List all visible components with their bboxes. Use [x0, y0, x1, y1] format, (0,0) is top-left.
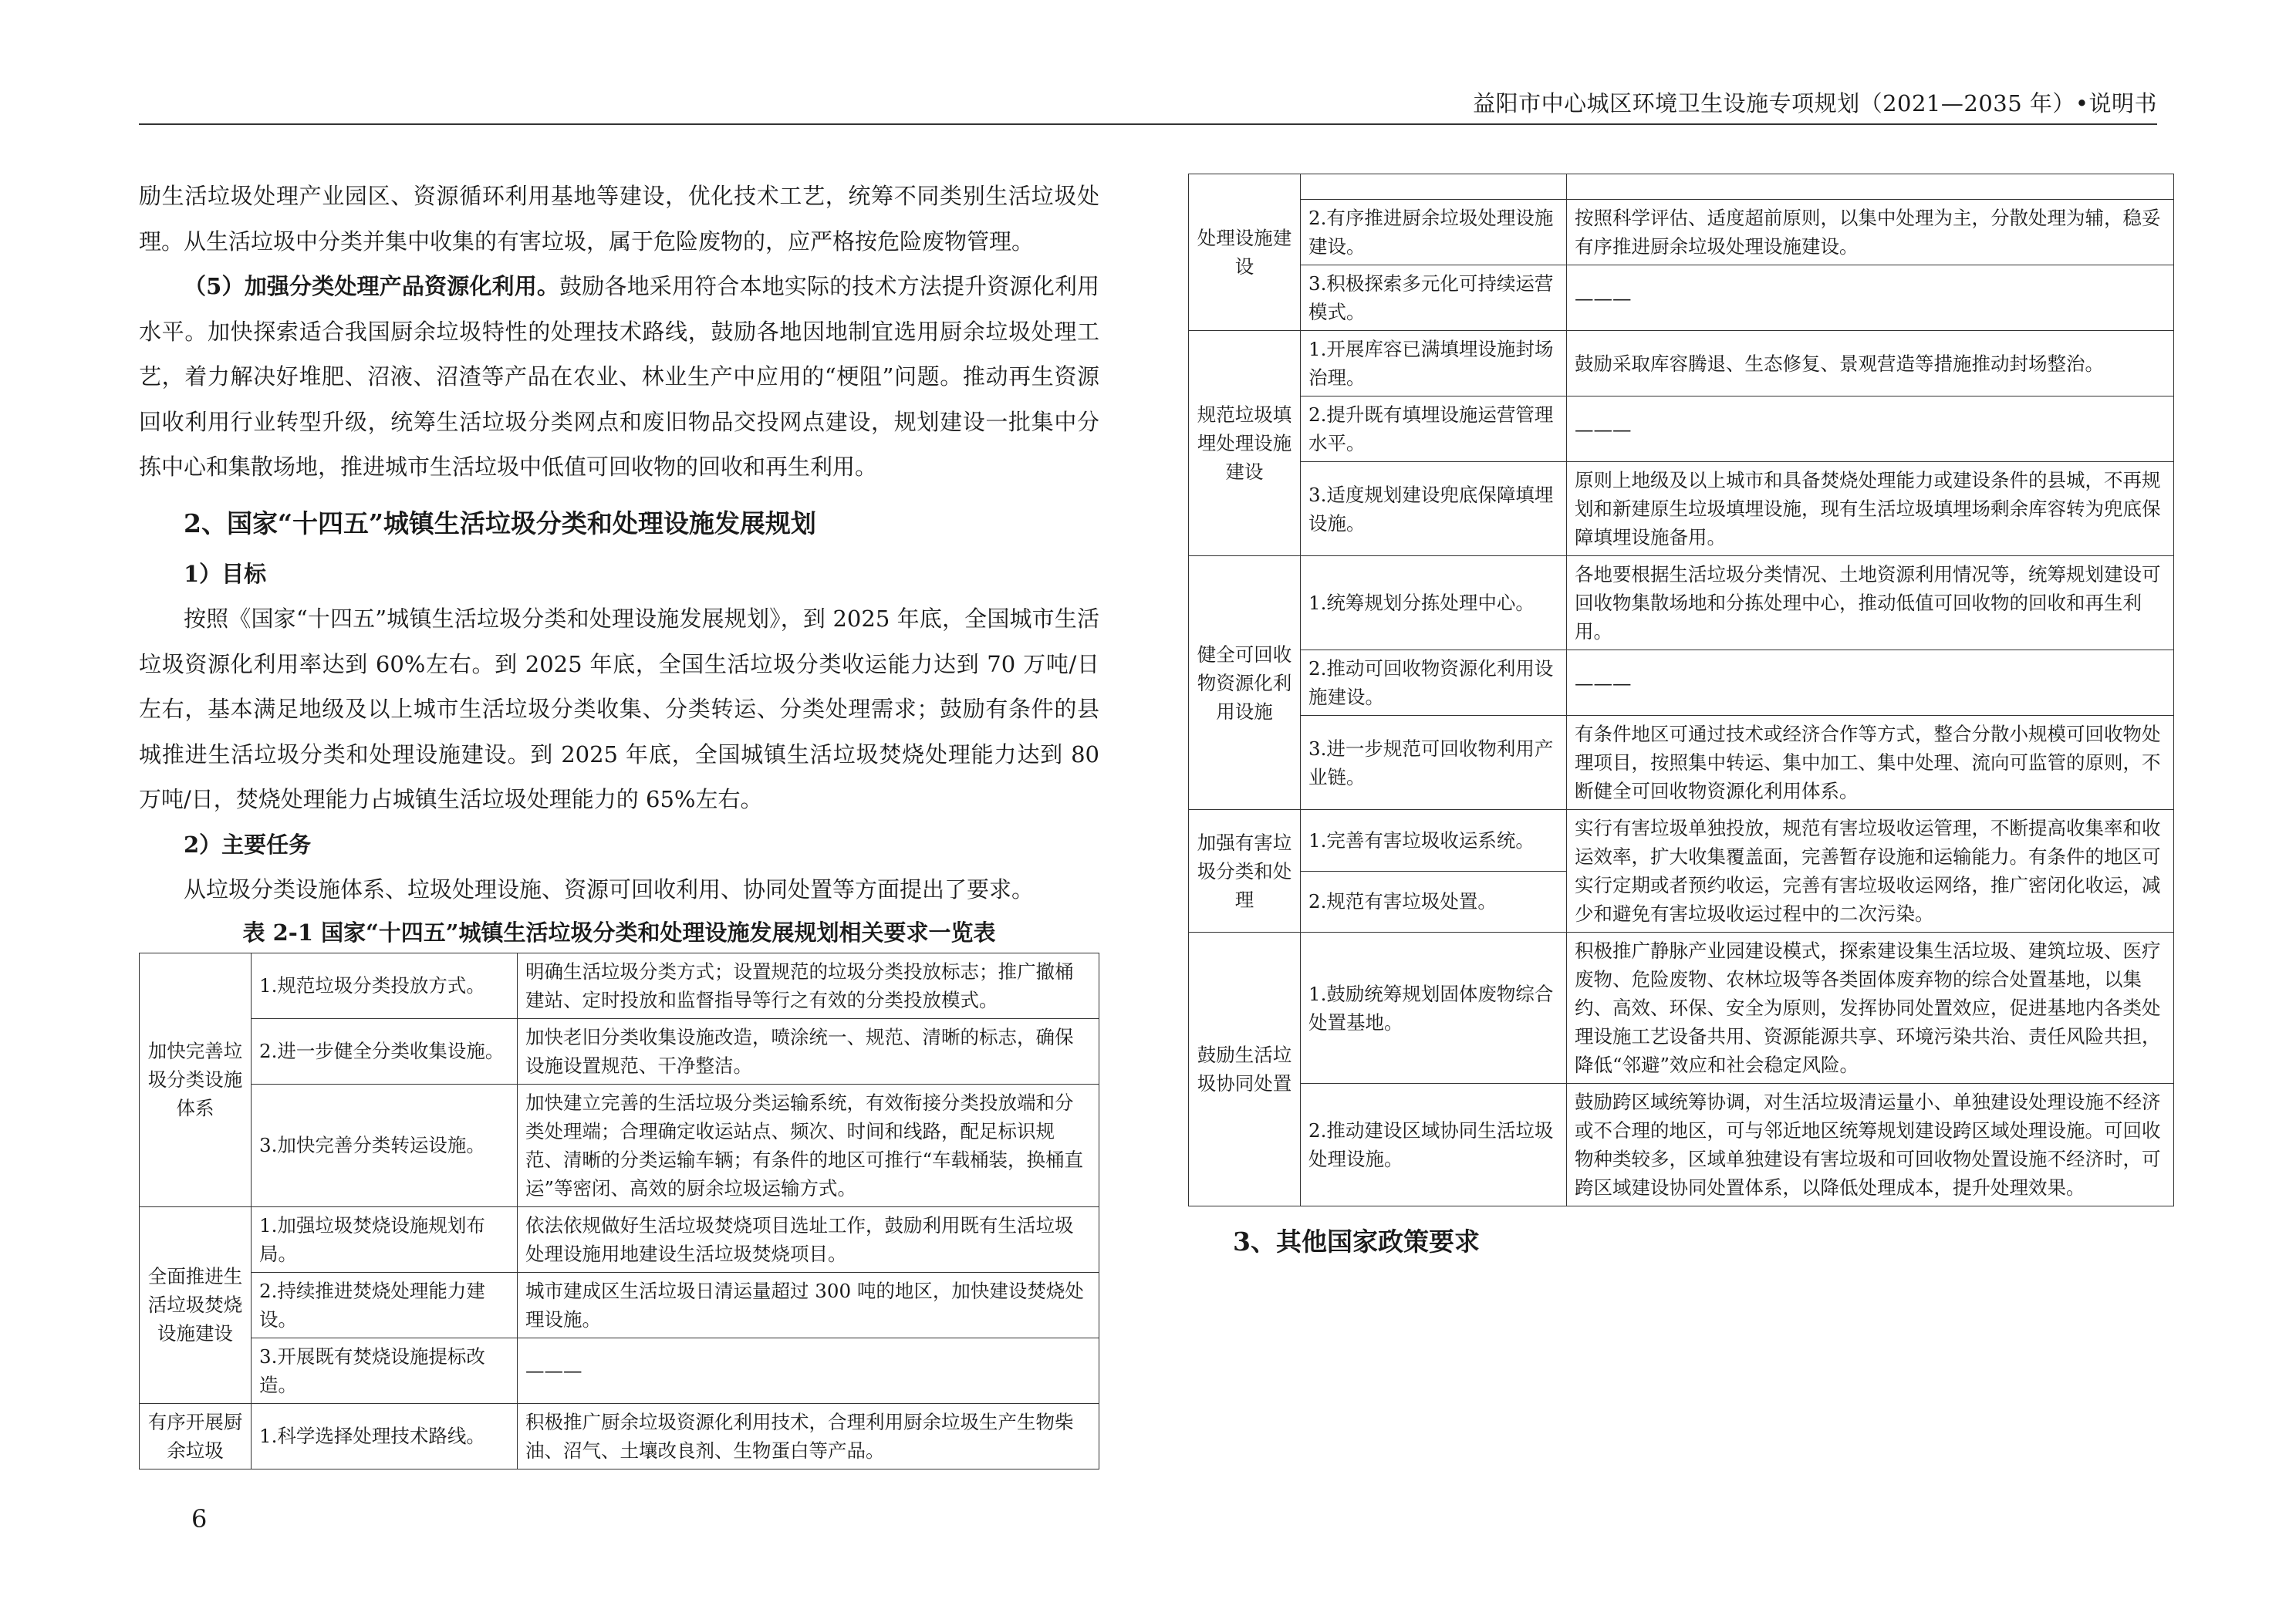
right-column	[1188, 174, 2174, 1270]
table-row	[140, 1084, 1099, 1206]
table-row	[1189, 265, 2174, 331]
category-cell: 处理设施建设	[1189, 174, 1301, 331]
requirement-cell: 积极推广静脉产业园建设模式，探索建设集生活垃圾、建筑垃圾、医疗废物、危险废物、农林垃圾等各类固体废弃物的综合处置基地，以集约、高效、环保、安全为原则，发挥协同处置效应，促进基地内各类处理设施工艺设备共用、资源能源共享、环境污染共治、责任风险共担，降低“邻避”效应和社会稳定风险。	[1567, 933, 2174, 1084]
section-3-title: 3、其他国家政策要求	[1233, 1227, 1480, 1257]
requirement-cell: ———	[1567, 650, 2174, 716]
category-cell: 全面推进生活垃圾焚烧设施建设	[140, 1206, 252, 1403]
requirement-cell: 原则上地级及以上城市和具备焚烧处理能力或建设条件的县城，不再规划和新建原生垃圾填埋设施，现有生活垃圾填埋场剩余库容转为兜底保障填埋设施备用。	[1567, 462, 2174, 556]
requirement-cell: ———	[1567, 265, 2174, 331]
category-cell: 规范垃圾填埋处理设施建设	[1189, 331, 1301, 556]
table-row	[140, 1338, 1099, 1403]
table-row	[140, 1206, 1099, 1272]
requirement-cell: 加快老旧分类收集设施改造，喷涂统一、规范、清晰的标志，确保设施设置规范、干净整洁。	[518, 1018, 1099, 1084]
table-row	[1189, 462, 2174, 556]
task-cell	[1301, 174, 1567, 200]
requirement-cell: 鼓励跨区域统筹协调，对生活垃圾清运量小、单独建设处理设施不经济或不合理的地区，可与邻近地区统筹规划建设跨区域处理设施。可回收物种类较多，区域单独建设有害垃圾和可回收物处置设施不经济时，可跨区域建设协同处置体系，以降低处理成本，提升处理效果。	[1567, 1084, 2174, 1206]
requirement-cell: 鼓励采取库容腾退、生态修复、景观营造等措施推动封场整治。	[1567, 331, 2174, 396]
table-row	[1189, 1084, 2174, 1206]
requirement-cell: 明确生活垃圾分类方式；设置规范的垃圾分类投放标志；推广撤桶建站、定时投放和监督指导等行之有效的分类投放模式。	[518, 953, 1099, 1018]
paragraph-2-body: 鼓励各地采用符合本地实际的技术方法提升资源化利用水平。加快探索适合我国厨余垃圾特性的处理技术路线，鼓励各地因地制宜选用厨余垃圾处理工艺，着力解决好堆肥、沼液、沼渣等产品在农业、林业生产中应用的“梗阻”问题。推动再生资源回收利用行业转型升级，统筹生活垃圾分类网点和废旧物品交投网点建设，规划建设一批集中分拣中心和集散场地，推进城市生活垃圾中低值可回收物的回收和再生利用。	[139, 273, 1099, 480]
category-cell: 加强有害垃圾分类和处理	[1189, 810, 1301, 933]
table-row	[1189, 716, 2174, 810]
table-row	[140, 1403, 1099, 1469]
requirement-cell: ———	[1567, 396, 2174, 462]
category-cell: 加快完善垃圾分类设施体系	[140, 953, 252, 1206]
table-row	[1189, 810, 2174, 872]
task-cell: 3.进一步规范可回收物利用产业链。	[1301, 716, 1567, 810]
task-cell: 2.提升既有填埋设施运营管理水平。	[1301, 396, 1567, 462]
task-cell: 2.持续推进焚烧处理能力建设。	[252, 1272, 518, 1338]
task-cell: 2.推动可回收物资源化利用设施建设。	[1301, 650, 1567, 716]
requirement-cell: ———	[518, 1338, 1099, 1403]
task-cell: 1.鼓励统筹规划固体废物综合处置基地。	[1301, 933, 1567, 1084]
task-cell: 1.科学选择处理技术路线。	[252, 1403, 518, 1469]
task-cell: 2.有序推进厨余垃圾处理设施建设。	[1301, 200, 1567, 265]
paragraph-2-heading: （5）加强分类处理产品资源化利用。	[184, 273, 560, 299]
document-header-title: 益阳市中心城区环境卫生设施专项规划（2021—2035 年）•说明书	[1473, 90, 2157, 116]
paragraph-1: 励生活垃圾处理产业园区、资源循环利用基地等建设，优化技术工艺，统筹不同类别生活垃圾处理。从生活垃圾中分类并集中收集的有害垃圾，属于危险废物的，应严格按危险废物管理。	[139, 183, 1099, 255]
table-row	[140, 1018, 1099, 1084]
header-divider	[139, 123, 2157, 125]
requirement-cell: 加快建立完善的生活垃圾分类运输系统，有效衔接分类投放端和分类处理端；合理确定收运站点、频次、时间和线路，配足标识规范、清晰的分类运输车辆；有条件的地区可推行“车载桶装，换桶直运”等密闭、高效的厨余垃圾运输方式。	[518, 1084, 1099, 1206]
task-cell: 3.适度规划建设兜底保障填埋设施。	[1301, 462, 1567, 556]
task-cell: 1.加强垃圾焚烧设施规划布局。	[252, 1206, 518, 1272]
requirements-table-left	[139, 953, 1099, 1469]
task-cell: 1.规范垃圾分类投放方式。	[252, 953, 518, 1018]
requirement-cell: 按照科学评估、适度超前原则，以集中处理为主，分散处理为辅，稳妥有序推进厨余垃圾处理设施建设。	[1567, 200, 2174, 265]
left-column	[139, 174, 1099, 1469]
table-row	[1189, 331, 2174, 396]
task-cell: 1.开展库容已满填埋设施封场治理。	[1301, 331, 1567, 396]
task-cell: 1.统筹规划分拣处理中心。	[1301, 556, 1567, 650]
paragraph-2	[139, 264, 1099, 490]
table-row	[1189, 174, 2174, 200]
table-row	[1189, 200, 2174, 265]
task-cell: 3.积极探索多元化可持续运营模式。	[1301, 265, 1567, 331]
table-row	[140, 1272, 1099, 1338]
requirement-cell: 有条件地区可通过技术或经济合作等方式，整合分散小规模可回收物处理项目，按照集中转运、集中加工、集中处理、流向可监管的原则，不断健全可回收物资源化利用体系。	[1567, 716, 2174, 810]
section-2-title: 2、国家“十四五”城镇生活垃圾分类和处理设施发展规划	[184, 508, 816, 538]
requirement-cell	[1567, 174, 2174, 200]
subsection-tasks-title: 2）主要任务	[184, 831, 312, 858]
table-row	[1189, 933, 2174, 1084]
task-cell: 2.规范有害垃圾处置。	[1301, 871, 1567, 933]
table-row	[140, 953, 1099, 1018]
requirement-cell: 实行有害垃圾单独投放，规范有害垃圾收运管理，不断提高收集率和收运效率，扩大收集覆盖面，完善暂存设施和运输能力。有条件的地区可实行定期或者预约收运，完善有害垃圾收运网络，推广密闭化收运，减少和避免有害垃圾收运过程中的二次污染。	[1567, 810, 2174, 933]
requirement-cell: 城市建成区生活垃圾日清运量超过 300 吨的地区，加快建设焚烧处理设施。	[518, 1272, 1099, 1338]
paragraph-goals: 按照《国家“十四五”城镇生活垃圾分类和处理设施发展规划》，到 2025 年底，全国城市生活垃圾资源化利用率达到 60%左右。到 2025 年底，全国生活垃圾分类收运能力达到 70 万吨/日左右，基本满足地级及以上城市生活垃圾分类收集、分类转运、分类处理需求；鼓励有条件的县城推进生活垃圾分类和处理设施建设。到 2025 年底，全国城镇生活垃圾焚烧处理能力达到 80 万吨/日，焚烧处理能力占城镇生活垃圾处理能力的 65%左右。	[139, 606, 1099, 812]
category-cell: 健全可回收物资源化利用设施	[1189, 556, 1301, 810]
table-row	[1189, 556, 2174, 650]
table-row	[1189, 396, 2174, 462]
requirement-cell: 各地要根据生活垃圾分类情况、土地资源利用情况等，统筹规划建设可回收物集散场地和分拣处理中心，推动低值可回收物的回收和再生利用。	[1567, 556, 2174, 650]
table-caption: 表 2-1 国家“十四五”城镇生活垃圾分类和处理设施发展规划相关要求一览表	[242, 919, 996, 946]
task-cell: 3.开展既有焚烧设施提标改造。	[252, 1338, 518, 1403]
task-cell: 1.完善有害垃圾收运系统。	[1301, 810, 1567, 872]
task-cell: 3.加快完善分类转运设施。	[252, 1084, 518, 1206]
task-cell: 2.推动建设区域协同生活垃圾处理设施。	[1301, 1084, 1567, 1206]
requirement-cell: 积极推广厨余垃圾资源化利用技术，合理利用厨余垃圾生产生物柴油、沼气、土壤改良剂、生物蛋白等产品。	[518, 1403, 1099, 1469]
category-cell: 有序开展厨余垃圾	[140, 1403, 252, 1469]
subsection-goals-title: 1）目标	[184, 560, 267, 587]
paragraph-tasks: 从垃圾分类设施体系、垃圾处理设施、资源可回收利用、协同处置等方面提出了要求。	[184, 876, 1035, 903]
requirements-table-right	[1188, 174, 2174, 1206]
category-cell: 鼓励生活垃圾协同处置	[1189, 933, 1301, 1206]
table-row	[1189, 650, 2174, 716]
page-number: 6	[191, 1504, 208, 1534]
requirement-cell: 依法依规做好生活垃圾焚烧项目选址工作，鼓励利用既有生活垃圾处理设施用地建设生活垃圾焚烧项目。	[518, 1206, 1099, 1272]
task-cell: 2.进一步健全分类收集设施。	[252, 1018, 518, 1084]
